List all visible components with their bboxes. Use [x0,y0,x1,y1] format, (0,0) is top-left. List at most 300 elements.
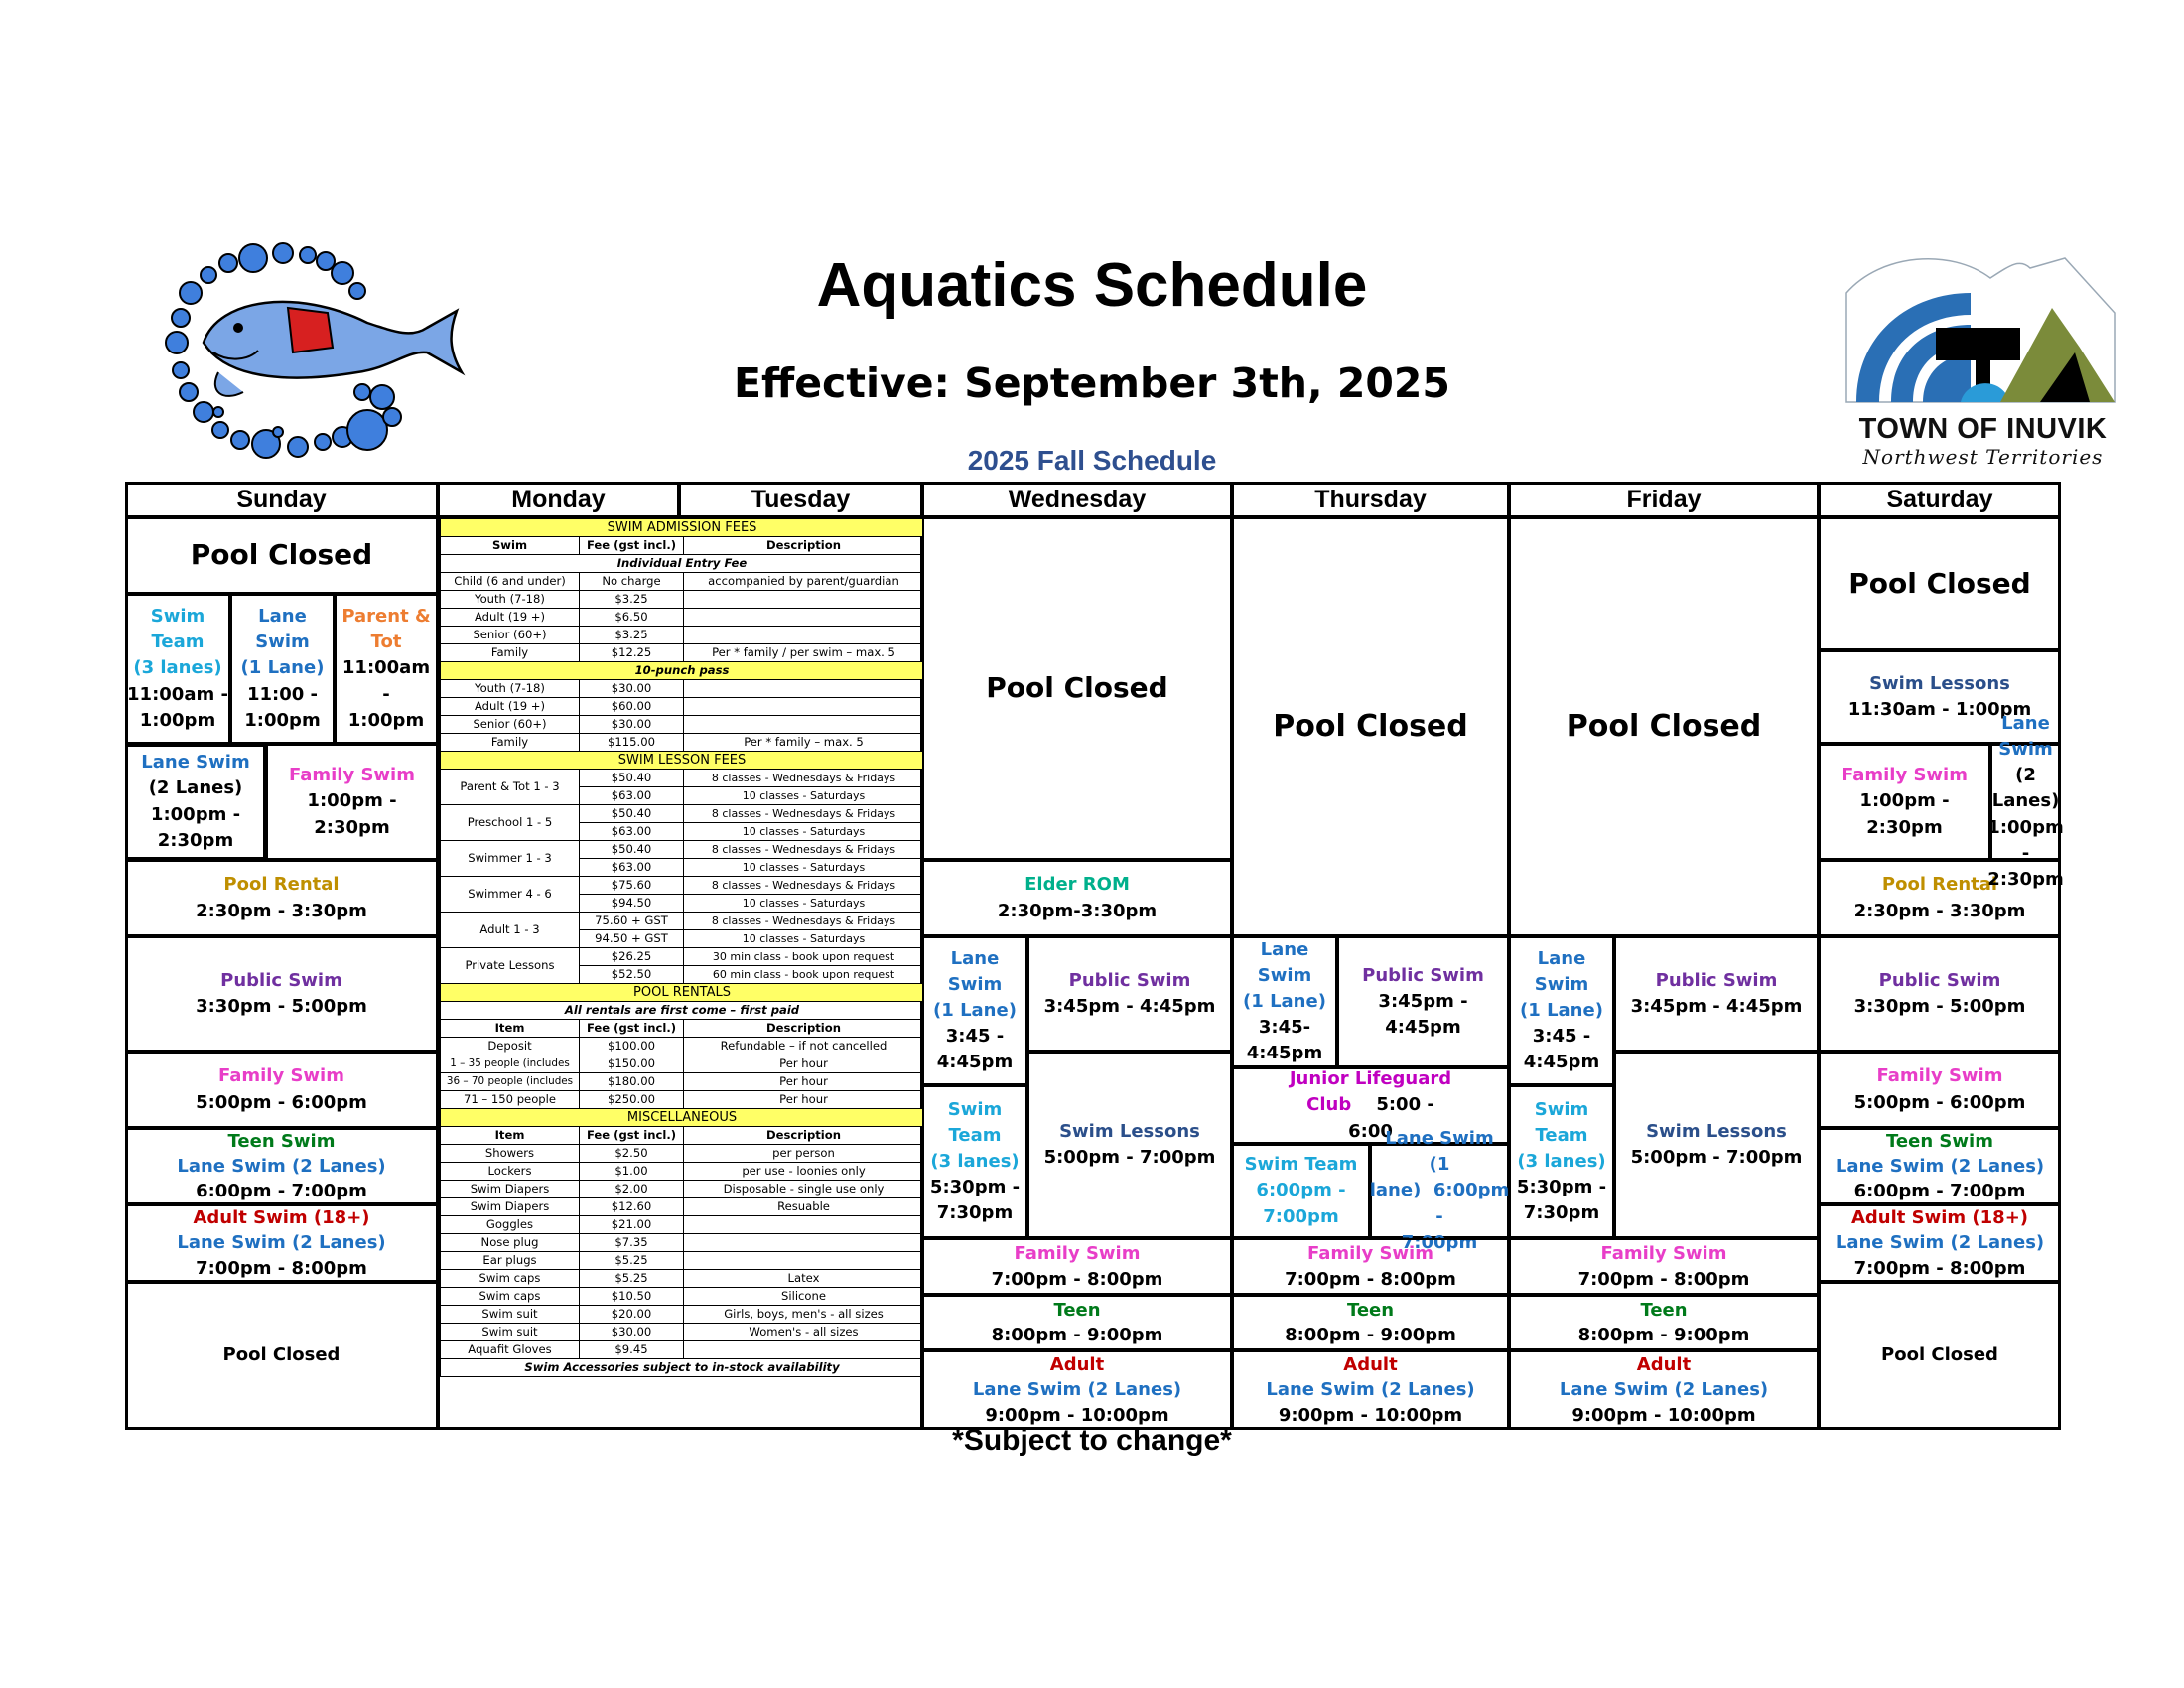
label: Lane Swim (2 Lanes) [972,1379,1182,1401]
label: Elder ROM [1024,874,1130,896]
thursday-swim-team [1232,1144,1370,1238]
fee-cell: Adult (19 +) [441,698,580,716]
time: 4:45pm [1246,1043,1323,1064]
fee-table [440,518,924,1377]
time: 3:45 - [945,1026,1005,1048]
thursday-teen [1232,1295,1509,1350]
time: 7:30pm [936,1202,1014,1224]
label: (3 lanes) [1517,1150,1606,1172]
label: Pool Rental [223,874,340,896]
label: Pool Rental [1881,874,1998,896]
label: Swim Lessons [1646,1120,1787,1142]
saturday-lane-swim [1987,713,2064,890]
fee-cell: Child (6 and under) [441,573,580,591]
fee-lesson-row [441,877,924,895]
fee-cell: $7.35 [580,1234,684,1252]
day-header-wednesday: Wednesday [922,482,1232,517]
label: (1 Lane) [240,657,325,679]
thursday-pool-closed: Pool Closed [1232,517,1509,936]
day-header-monday: Monday [438,482,679,517]
label: Family Swim [1014,1243,1141,1265]
time: 7:00pm - 8:00pm [991,1268,1163,1290]
label: Lane Swim (2 Lanes) [177,1155,386,1177]
fee-cell: $12.25 [580,644,684,662]
fee-cell: 60 min class - book upon request [684,966,924,984]
fee-cell: $3.25 [580,591,684,609]
label: Adult [1636,1354,1692,1376]
friday-lane-swim [1509,936,1614,1085]
fee-row [441,1038,924,1055]
label: Team [151,632,205,653]
time: 7:30pm [1523,1202,1600,1224]
label: Parent & [341,606,431,628]
fee-cell: 8 classes - Wednesdays & Fridays [684,877,924,895]
fee-cell: $5.25 [580,1252,684,1270]
fee-header-row [441,537,924,555]
sunday-pool-rental [125,860,438,936]
fee-row [441,1163,924,1181]
fee-row [441,1341,924,1359]
time: 8:00pm - 9:00pm [991,1325,1163,1345]
fee-cell: Swim Diapers [441,1181,580,1198]
time: 7:00pm [1401,1231,1478,1253]
fee-section-row [441,752,924,770]
fee-cell: $30.00 [580,716,684,734]
fee-cell: $50.40 [580,841,684,859]
label: Adult [1343,1354,1398,1376]
fee-header-cell: Fee (gst incl.) [580,1020,684,1038]
time: 5:00pm - 7:00pm [1043,1147,1216,1168]
fee-cell [684,1252,924,1270]
fee-lesson-level: Adult 1 - 3 [441,913,580,948]
fee-cell: Family [441,644,580,662]
fee-cell: Per * family – max. 5 [684,734,924,752]
logo-text-territories: Northwest Territories [1862,445,2104,469]
saturday-pool-closed: Pool Closed [1819,517,2061,650]
fee-section-title: SWIM ADMISSION FEES [441,519,924,537]
fee-lesson-level: Swimmer 4 - 6 [441,877,580,913]
wednesday-swim-team [922,1085,1027,1238]
fee-cell: Silicone [684,1288,924,1306]
fee-cell: Refundable – if not cancelled [684,1038,924,1055]
time: 8:00pm - 9:00pm [1577,1325,1750,1345]
fee-cell: Goggles [441,1216,580,1234]
fee-row [441,591,924,609]
fee-header-cell: Fee (gst incl.) [580,1127,684,1145]
fee-cell: 10 classes - Saturdays [684,895,924,913]
fee-cell: Family [441,734,580,752]
fee-cell: Youth (7-18) [441,591,580,609]
sunday-pool-closed-bottom: Pool Closed [125,1282,438,1430]
sunday-teen-swim [125,1128,438,1204]
time: 4:45pm [936,1052,1014,1073]
label: Family Swim [1306,1243,1433,1265]
fee-header-cell: Fee (gst incl.) [580,537,684,555]
fee-cell: Women's - all sizes [684,1324,924,1341]
fee-row [441,1252,924,1270]
time: 7:00pm [1263,1205,1339,1227]
fee-row [441,1181,924,1198]
sunday-lane-swim [230,594,335,744]
label: Lane Swim (2 Lanes) [1835,1155,2045,1177]
fee-cell: Ear plugs [441,1252,580,1270]
time: 2:30pm [1987,868,2064,890]
fee-row [441,1288,924,1306]
time: 5:00pm - 6:00pm [1853,1091,2026,1113]
fee-cell: $3.25 [580,627,684,644]
wednesday-adult [922,1350,1232,1430]
time: 5:00pm - 6:00pm [196,1091,367,1113]
time: 1:00pm - 2:30pm [307,790,397,838]
fee-subsection-title: 10-punch pass [441,662,924,680]
time: 11:30am - 1:00pm [1847,699,2032,720]
fee-cell: Per hour [684,1073,924,1091]
label: (1 Lane) [1243,990,1326,1012]
town-of-inuvik-logo-icon [1842,253,2119,432]
fee-row [441,644,924,662]
time: 6:00 [1348,1120,1393,1142]
fee-cell [684,627,924,644]
thursday-adult [1232,1350,1509,1430]
fee-lesson-level: Private Lessons [441,948,580,984]
fee-cell: Swim suit [441,1306,580,1324]
label: Lane Swim [947,947,1003,995]
fee-cell: Adult (19 +) [441,609,580,627]
label: Swim [150,606,205,628]
time: 1:00pm [244,709,321,731]
label: Public Swim [1655,969,1778,991]
fee-row [441,1270,924,1288]
fee-cell: Lockers [441,1163,580,1181]
time: 8:00pm - 9:00pm [1285,1325,1456,1345]
fee-cell: Per hour [684,1091,924,1109]
time: 3:45pm - 4:45pm [1630,996,1803,1017]
time: 1:00pm [139,709,216,731]
wednesday-teen [922,1295,1232,1350]
time: 5:30pm - [929,1177,1021,1198]
time: 2:30pm - 3:30pm [1853,900,2026,921]
fee-cell [684,1341,924,1359]
saturday-family-swim-2 [1819,1052,2061,1128]
fee-cell: Swim caps [441,1270,580,1288]
fee-subsection-title: All rentals are first come – first paid [441,1002,924,1020]
label: Lane Swim [255,606,310,653]
fee-cell: per use - loonies only [684,1163,924,1181]
wednesday-public-swim [1027,936,1232,1052]
time: 3:45pm - 4:45pm [1378,990,1468,1039]
fee-row [441,609,924,627]
fee-subsection-title: Swim Accessories subject to in-stock availability [441,1359,924,1377]
time: 3:45 - [1532,1026,1591,1048]
label: Lane Swim [1998,713,2053,761]
time: 1:00pm [347,709,425,731]
label: Junior Lifeguard Club [1289,1068,1452,1116]
fee-lesson-level: Preschool 1 - 5 [441,805,580,841]
page-title: Aquatics Schedule [816,251,1368,320]
wednesday-swim-lessons [1027,1052,1232,1238]
time: 1:00pm - [1987,816,2064,864]
label: Swim Lessons [1869,672,2010,694]
fee-cell: $150.00 [580,1055,684,1073]
fee-row [441,1055,924,1073]
label: Teen [1346,1299,1395,1321]
label: (1 Lane) [933,999,1017,1021]
fee-cell: $2.50 [580,1145,684,1163]
fee-cell: $94.50 [580,895,684,913]
fee-lesson-row [441,770,924,787]
label: Public Swim [1878,969,2001,991]
fee-cell: Nose plug [441,1234,580,1252]
fee-section-row [441,984,924,1002]
label: Lane Swim (2 Lanes) [1266,1379,1475,1401]
fee-cell: $63.00 [580,823,684,841]
fee-section-title: MISCELLANEOUS [441,1109,924,1127]
fee-lesson-row [441,913,924,930]
effective-date: Effective: September 3th, 2025 [734,359,1450,407]
sunday-pool-closed: Pool Closed [125,517,438,594]
fee-cell: Disposable - single use only [684,1181,924,1198]
thursday-public-swim [1337,936,1509,1067]
fee-cell: 10 classes - Saturdays [684,787,924,805]
label: Family Swim [1876,1065,2003,1087]
fee-cell: $52.50 [580,966,684,984]
fee-cell: $50.40 [580,770,684,787]
day-header-thursday: Thursday [1232,482,1509,517]
fee-row [441,734,924,752]
sunday-family-swim-2 [125,1052,438,1128]
time: 11:00am - [127,683,228,705]
saturday-family-swim [1819,744,1990,860]
fee-cell: $12.60 [580,1198,684,1216]
label: Public Swim [1068,969,1191,991]
friday-public-swim [1614,936,1819,1052]
fee-row [441,680,924,698]
time: 9:00pm - 10:00pm [1571,1404,1756,1426]
label: Swim Team [1244,1154,1358,1176]
fee-cell [684,716,924,734]
fee-cell: $30.00 [580,680,684,698]
fee-cell: $10.50 [580,1288,684,1306]
label: Lane Swim (1 [1385,1128,1494,1176]
fee-cell: $21.00 [580,1216,684,1234]
fee-subsection-title: Individual Entry Fee [441,555,924,573]
fee-cell: 8 classes - Wednesdays & Fridays [684,913,924,930]
fee-row [441,1306,924,1324]
friday-swim-team [1509,1085,1614,1238]
fee-header-cell: Swim [441,537,580,555]
fee-subsection-row [441,1002,924,1020]
saturday-pool-closed-bottom: Pool Closed [1819,1282,2061,1430]
label: Family Swim [217,1065,344,1087]
fee-cell: 36 – 70 people (includes [441,1073,580,1091]
fee-cell: $100.00 [580,1038,684,1055]
fee-cell: 8 classes - Wednesdays & Fridays [684,805,924,823]
fee-row [441,573,924,591]
fee-cell [684,680,924,698]
time: 7:00pm - 8:00pm [196,1257,367,1279]
friday-family-swim [1509,1238,1819,1295]
label: Lane Swim [141,752,250,774]
fee-subsection-row [441,1359,924,1377]
fee-header-cell: Description [684,537,924,555]
time: 6:00pm - [1256,1180,1346,1201]
wednesday-elder-rom [922,860,1232,936]
fee-row [441,698,924,716]
label: Lane Swim [1534,947,1589,995]
label: Adult Swim (18+) [1850,1207,2029,1229]
fee-row [441,1198,924,1216]
label: (3 lanes) [133,657,222,679]
label: Public Swim [220,969,342,991]
label: Tot [370,632,402,653]
fee-cell: Swim suit [441,1324,580,1341]
fee-cell: accompanied by parent/guardian [684,573,924,591]
logo-text-town: TOWN OF INUVIK [1858,413,2108,445]
saturday-public-swim [1819,936,2061,1052]
label: Lane Swim (2 Lanes) [1835,1232,2045,1254]
fee-section-title: POOL RENTALS [441,984,924,1002]
fee-cell: 8 classes - Wednesdays & Fridays [684,770,924,787]
fee-row [441,627,924,644]
friday-swim-lessons [1614,1052,1819,1238]
sunday-swim-team [125,594,230,744]
fee-cell: 30 min class - book upon request [684,948,924,966]
day-header-tuesday: Tuesday [679,482,922,517]
fee-cell: 71 – 150 people [441,1091,580,1109]
fee-cell: $50.40 [580,805,684,823]
fee-cell [684,1216,924,1234]
label: Family Swim [288,765,415,786]
fee-cell [684,591,924,609]
wednesday-pool-closed: Pool Closed [922,517,1232,860]
label: Swim Lessons [1059,1120,1200,1142]
fee-cell: $63.00 [580,859,684,877]
fee-cell: $115.00 [580,734,684,752]
fee-row [441,716,924,734]
fee-cell: $1.00 [580,1163,684,1181]
label: Family Swim [1600,1243,1727,1265]
time: 7:00pm - 8:00pm [1853,1257,2026,1279]
wednesday-family-swim [922,1238,1232,1295]
time: 11:00 - [246,683,319,705]
fee-header-cell: Description [684,1127,924,1145]
fee-cell [684,609,924,627]
fee-cell: $9.45 [580,1341,684,1359]
fee-section-row [441,519,924,537]
fee-cell: $20.00 [580,1306,684,1324]
fee-cell: 10 classes - Saturdays [684,859,924,877]
sunday-family-swim [266,744,438,860]
time: 2:30pm - 3:30pm [196,900,367,921]
time: 7:00pm - 8:00pm [1285,1268,1456,1290]
label: Adult [1049,1354,1105,1376]
label: Team [1535,1124,1588,1146]
fee-row [441,1324,924,1341]
day-header-sunday: Sunday [125,482,438,517]
fee-cell: $60.00 [580,698,684,716]
time: 7:00pm - 8:00pm [1577,1268,1750,1290]
fee-cell: $26.25 [580,948,684,966]
fee-cell [684,698,924,716]
fee-cell: Per * family / per swim – max. 5 [684,644,924,662]
wednesday-lane-swim [922,936,1027,1085]
time: 2:30pm [157,829,234,851]
fee-cell: 94.50 + GST [580,930,684,948]
time: 6:00pm - 7:00pm [196,1181,367,1202]
fee-row [441,1216,924,1234]
time: 5:30pm - [1516,1177,1607,1198]
fee-cell: Per hour [684,1055,924,1073]
day-header-friday: Friday [1509,482,1819,517]
label: (1 Lane) [1520,999,1603,1021]
fee-row [441,1145,924,1163]
fee-cell [684,1234,924,1252]
time: 1:00pm - [150,803,241,825]
time: 11:00am - [341,657,431,705]
fee-cell: Senior (60+) [441,627,580,644]
fee-header-row [441,1127,924,1145]
friday-teen [1509,1295,1819,1350]
saturday-adult-swim [1819,1204,2061,1282]
fee-cell: $30.00 [580,1324,684,1341]
fee-cell: 8 classes - Wednesdays & Fridays [684,841,924,859]
time: 1:00pm - 2:30pm [1859,790,1950,838]
fee-lesson-row [441,805,924,823]
fee-cell: $180.00 [580,1073,684,1091]
fee-lesson-row [441,841,924,859]
fee-cell: Swim caps [441,1288,580,1306]
fee-lesson-level: Swimmer 1 - 3 [441,841,580,877]
label: Teen Swim [227,1130,336,1152]
time: 3:30pm - 5:00pm [1853,996,2026,1017]
fee-header-cell: Item [441,1127,580,1145]
fee-subsection-row [441,555,924,573]
fee-cell: Swim Diapers [441,1198,580,1216]
schedule-subtitle: 2025 Fall Schedule [967,445,1217,476]
label: Lane Swim (2 Lanes) [1559,1379,1769,1401]
fee-section-row [441,1109,924,1127]
label: Lane Swim (2 Lanes) [177,1232,386,1254]
fee-cell: 10 classes - Saturdays [684,930,924,948]
label: Teen Swim [1886,1130,1993,1152]
label: Team [948,1124,1002,1146]
thursday-lane-swim-2 [1369,1128,1510,1253]
label: lane) [1369,1180,1422,1201]
fee-cell: Showers [441,1145,580,1163]
fee-cell: $75.60 [580,877,684,895]
fee-cell: $6.50 [580,609,684,627]
fee-cell: Youth (7-18) [441,680,580,698]
label: Swim [947,1098,1003,1120]
thursday-lane-swim [1232,936,1337,1067]
sunday-public-swim [125,936,438,1052]
label: Family Swim [1841,765,1968,786]
fee-cell: 10 classes - Saturdays [684,823,924,841]
time: (2 Lanes) [148,777,243,799]
thursday-family-swim [1232,1238,1509,1295]
time: 5:00pm - 7:00pm [1630,1147,1803,1168]
label: Teen [1640,1299,1688,1321]
sunday-parent-tot [335,594,438,744]
fee-cell: Latex [684,1270,924,1288]
saturday-teen-swim [1819,1128,2061,1204]
fee-cell: No charge [580,573,684,591]
time: 3:30pm - 5:00pm [196,996,367,1017]
friday-pool-closed: Pool Closed [1509,517,1819,936]
label: Teen [1053,1299,1101,1321]
time: 2:30pm-3:30pm [997,900,1158,921]
fee-row [441,1091,924,1109]
